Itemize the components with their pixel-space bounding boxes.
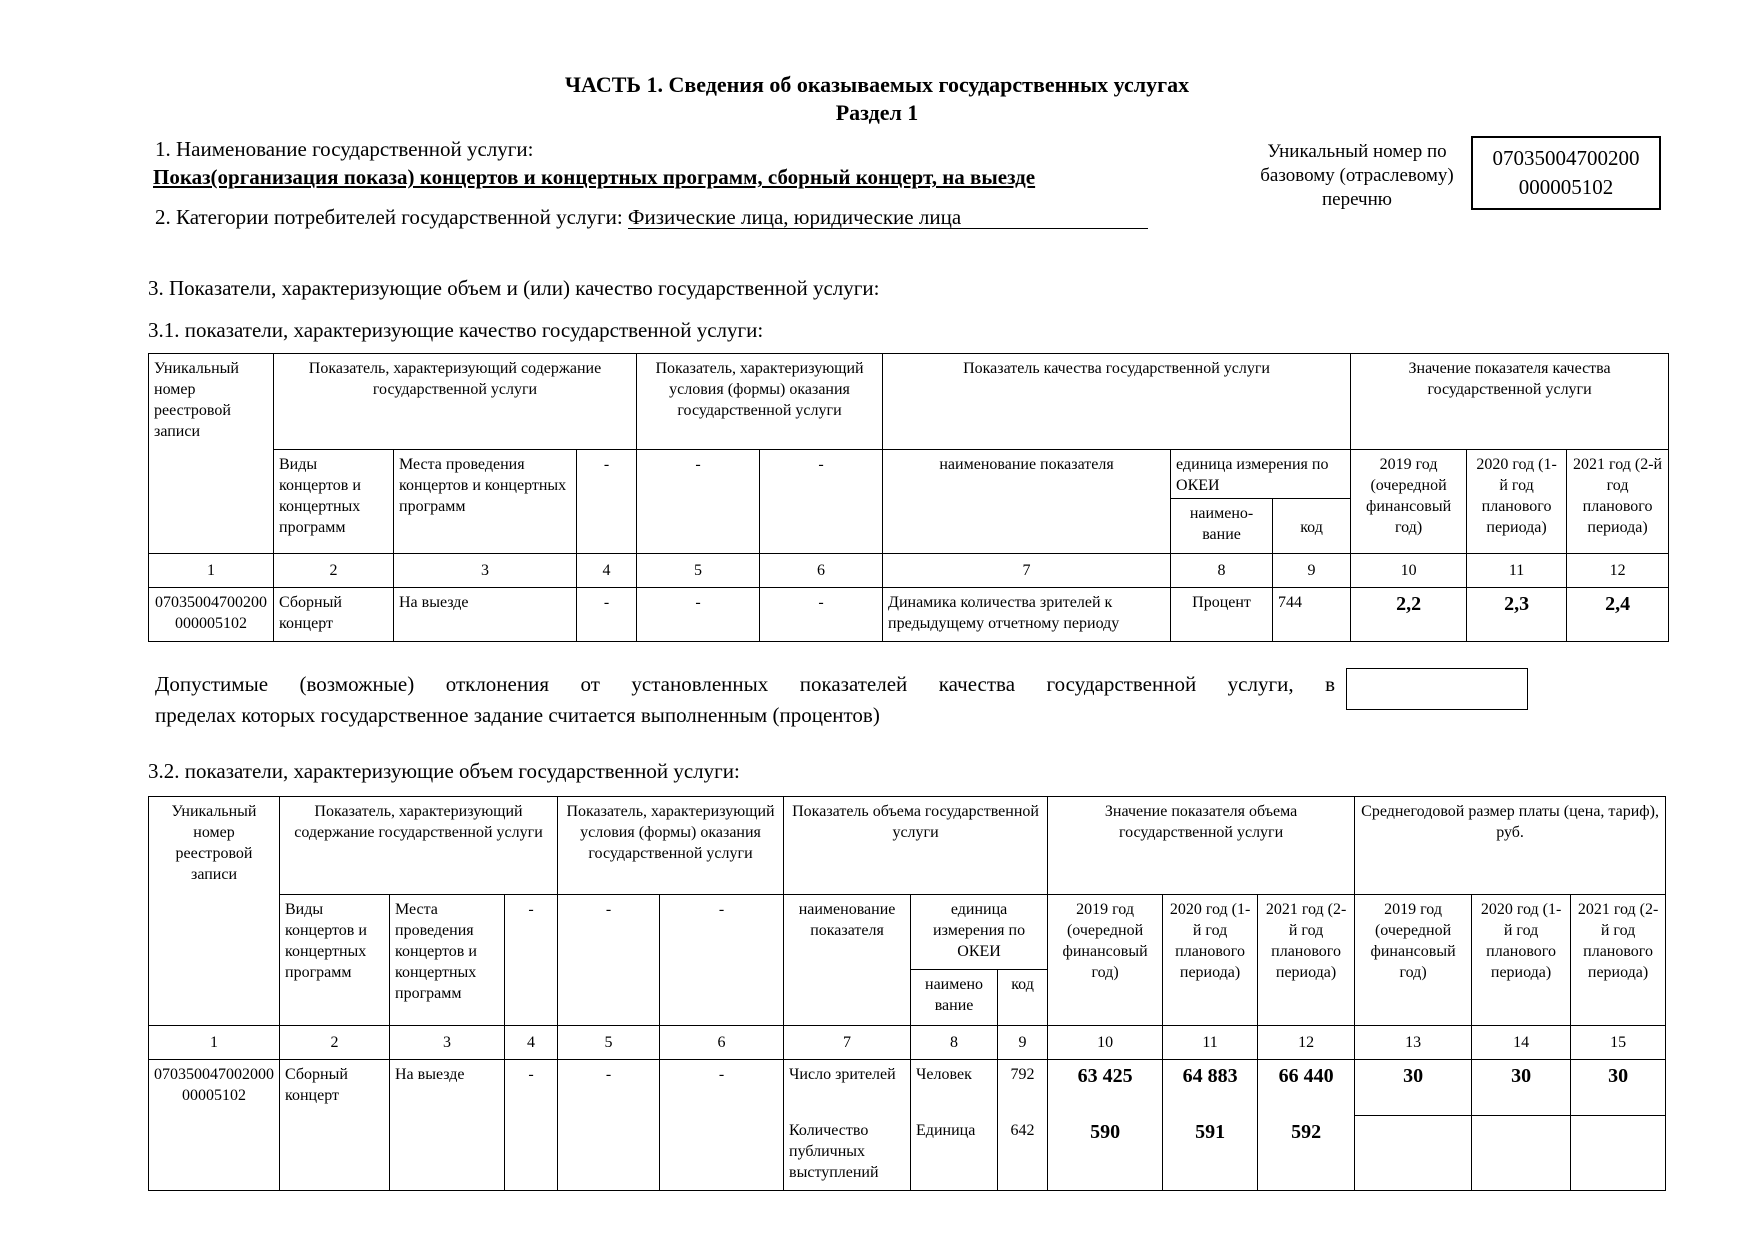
cell-dash: - <box>558 1060 660 1191</box>
consumers-label: 2. Категории потребителей государственной услуги: <box>155 205 623 229</box>
col-number: 3 <box>390 1026 505 1060</box>
col-number: 6 <box>760 554 883 588</box>
header-fee: Среднегодовой размер платы (цена, тариф), руб. <box>1355 797 1666 895</box>
service-name-value: Показ(организация показа) концертов и концертных программ, сборный концерт, на выезде <box>153 165 1036 189</box>
value-2020: 591 <box>1163 1116 1258 1191</box>
header-unit: единица измерения по ОКЕИ <box>911 895 1048 970</box>
unit-code: 642 <box>998 1116 1048 1191</box>
header-y2020: 2020 год (1-й год планового периода) <box>1467 450 1567 554</box>
quality-heading: 3.1. показатели, характеризующие качество государственной услуги: <box>148 318 764 342</box>
header-y2021: 2021 год (2-й год планового периода) <box>1567 450 1669 554</box>
value-2020: 2,3 <box>1467 588 1567 642</box>
col-number: 1 <box>149 1026 280 1060</box>
header-dash-6: - <box>660 895 784 1026</box>
cell-dash: - <box>577 588 637 642</box>
header-dash-6: - <box>760 450 883 554</box>
col-number: 2 <box>274 554 394 588</box>
record-number: 07035004700200000005102 <box>149 1060 280 1191</box>
indicator-name: Динамика количества зрителей к предыдущему отчетному периоду <box>883 588 1171 642</box>
unique-number-line2: 000005102 <box>1518 175 1614 199</box>
header-types: Виды концертов и концертных программ <box>280 895 390 1026</box>
concert-place: На выезде <box>394 588 577 642</box>
col-number: 5 <box>558 1026 660 1060</box>
deviation-line1: Допустимые (возможные) отклонения от установленных показателей качества государственной услуги, в <box>155 672 1335 696</box>
header-fee-y2020: 2020 год (1-й год планового периода) <box>1472 895 1571 1026</box>
header-y2019: 2019 год (очередной финансовый год) <box>1351 450 1467 554</box>
fee-empty <box>1355 1116 1472 1191</box>
volume-heading: 3.2. показатели, характеризующие объем государственной услуги: <box>148 759 740 783</box>
header-unit-name: наимено-вание <box>1171 499 1273 554</box>
indicator-name: Количество публичных выступлений <box>784 1116 911 1191</box>
header-indicator-name: наименование показателя <box>883 450 1171 554</box>
col-number: 3 <box>394 554 577 588</box>
col-number: 15 <box>1571 1026 1666 1060</box>
header-dash-5: - <box>637 450 760 554</box>
value-2019: 590 <box>1048 1116 1163 1191</box>
unique-number-label: Уникальный номер по базовому (отраслевому) перечню <box>1260 141 1454 210</box>
deviation-value-box <box>1346 668 1528 710</box>
unit-name: Процент <box>1171 588 1273 642</box>
header-record: Уникальный номер реестровой записи <box>149 354 274 554</box>
unit-name: Единица <box>911 1116 998 1191</box>
fee-empty <box>1571 1116 1666 1191</box>
concert-place: На выезде <box>390 1060 505 1191</box>
header-volume: Показатель объема государственной услуги <box>784 797 1048 895</box>
col-number: 8 <box>911 1026 998 1060</box>
header-content: Показатель, характеризующий содержание государственной услуги <box>274 354 637 450</box>
fee-2019: 30 <box>1355 1060 1472 1116</box>
col-number: 13 <box>1355 1026 1472 1060</box>
col-number: 2 <box>280 1026 390 1060</box>
consumers-line <box>155 205 1148 230</box>
col-number: 14 <box>1472 1026 1571 1060</box>
concert-type: Сборный концерт <box>274 588 394 642</box>
unique-number-line1: 07035004700200 <box>1492 146 1640 170</box>
header-values: Значение показателя качества государственной услуги <box>1351 354 1669 450</box>
quality-table <box>148 353 1669 642</box>
cell-dash: - <box>760 588 883 642</box>
col-number: 12 <box>1258 1026 1355 1060</box>
col-number: 11 <box>1163 1026 1258 1060</box>
header-dash-4: - <box>577 450 637 554</box>
col-number: 5 <box>637 554 760 588</box>
header-indicator-name: наименование показателя <box>784 895 911 1026</box>
header-places: Места проведения концертов и концертных программ <box>390 895 505 1026</box>
value-2020: 64 883 <box>1163 1060 1258 1116</box>
cell-dash: - <box>505 1060 558 1191</box>
header-y2020: 2020 год (1-й год планового периода) <box>1163 895 1258 1026</box>
header-dash-4: - <box>505 895 558 1026</box>
unit-name: Человек <box>911 1060 998 1116</box>
part-title: ЧАСТЬ 1. Сведения об оказываемых государственных услугах <box>564 72 1190 97</box>
value-2021: 592 <box>1258 1116 1355 1191</box>
col-number: 6 <box>660 1026 784 1060</box>
table-row <box>149 588 1669 642</box>
unit-code: 744 <box>1273 588 1351 642</box>
table-row <box>149 1060 1666 1116</box>
concert-type: Сборный концерт <box>280 1060 390 1191</box>
col-number: 10 <box>1048 1026 1163 1060</box>
header-conditions: Показатель, характеризующий условия (формы) оказания государственной услуги <box>637 354 883 450</box>
col-number: 7 <box>883 554 1171 588</box>
fee-2020: 30 <box>1472 1060 1571 1116</box>
col-number: 9 <box>998 1026 1048 1060</box>
col-number: 7 <box>784 1026 911 1060</box>
service-name-label: 1. Наименование государственной услуги: <box>155 137 534 161</box>
deviation-line2: пределах которых государственное задание считается выполненным (процентов) <box>155 703 880 727</box>
col-number: 8 <box>1171 554 1273 588</box>
indicators-heading: 3. Показатели, характеризующие объем и (или) качество государственной услуги: <box>148 276 880 300</box>
consumers-value: Физические лица, юридические лица <box>628 206 1148 229</box>
col-number: 9 <box>1273 554 1351 588</box>
header-dash-5: - <box>558 895 660 1026</box>
header-y2021: 2021 год (2-й год планового периода) <box>1258 895 1355 1026</box>
fee-2021: 30 <box>1571 1060 1666 1116</box>
header-unit-name: наимено вание <box>911 970 998 1026</box>
col-number: 4 <box>577 554 637 588</box>
col-number: 10 <box>1351 554 1467 588</box>
header-quality: Показатель качества государственной услуги <box>883 354 1351 450</box>
indicator-name: Число зрителей <box>784 1060 911 1116</box>
col-number: 11 <box>1467 554 1567 588</box>
col-number: 12 <box>1567 554 1669 588</box>
col-number: 4 <box>505 1026 558 1060</box>
header-record: Уникальный номер реестровой записи <box>149 797 280 1026</box>
record-number: 07035004700200000005102 <box>149 588 274 642</box>
header-values: Значение показателя объема государственной услуги <box>1048 797 1355 895</box>
header-unit: единица измерения по ОКЕИ <box>1171 450 1351 499</box>
value-2021: 2,4 <box>1567 588 1669 642</box>
value-2019: 63 425 <box>1048 1060 1163 1116</box>
volume-table <box>148 796 1666 1191</box>
header-unit-code: код <box>1273 499 1351 554</box>
col-number: 1 <box>149 554 274 588</box>
header-fee-y2021: 2021 год (2-й год планового периода) <box>1571 895 1666 1026</box>
header-types: Виды концертов и концертных программ <box>274 450 394 554</box>
fee-empty <box>1472 1116 1571 1191</box>
value-2021: 66 440 <box>1258 1060 1355 1116</box>
cell-dash: - <box>660 1060 784 1191</box>
cell-dash: - <box>637 588 760 642</box>
header-y2019: 2019 год (очередной финансовый год) <box>1048 895 1163 1026</box>
header-fee-y2019: 2019 год (очередной финансовый год) <box>1355 895 1472 1026</box>
header-places: Места проведения концертов и концертных программ <box>394 450 577 554</box>
header-unit-code: код <box>998 970 1048 1026</box>
value-2019: 2,2 <box>1351 588 1467 642</box>
unit-code: 792 <box>998 1060 1048 1116</box>
section-title: Раздел 1 <box>835 100 919 125</box>
unique-number-box <box>1471 136 1661 210</box>
header-content: Показатель, характеризующий содержание государственной услуги <box>280 797 558 895</box>
header-conditions: Показатель, характеризующий условия (формы) оказания государственной услуги <box>558 797 784 895</box>
